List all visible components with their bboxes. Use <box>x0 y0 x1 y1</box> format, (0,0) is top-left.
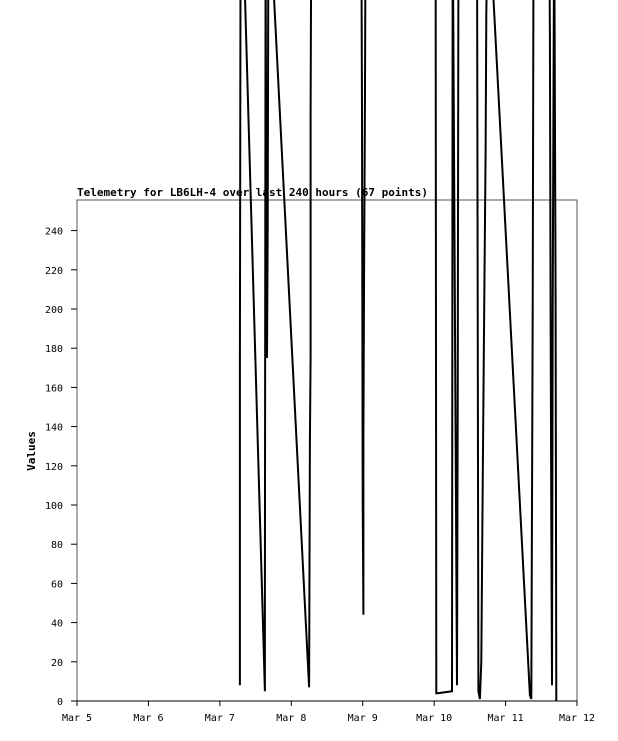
y-tick-label: 120 <box>44 461 63 473</box>
y-tick-label: 140 <box>44 422 63 434</box>
x-tick-label: Mar 12 <box>558 713 596 724</box>
x-tick-label: Mar 7 <box>204 713 235 724</box>
y-tick-label: 80 <box>50 540 63 552</box>
y-tick-label: 160 <box>44 383 63 395</box>
x-tick-label: Mar 5 <box>61 713 93 724</box>
y-tick-label: 20 <box>50 657 63 669</box>
x-tick-label: Mar 8 <box>276 713 307 724</box>
chart-title: Telemetry for LB6LH-4 over last 240 hours (67 points) <box>77 186 428 199</box>
y-tick-label: 220 <box>44 265 63 277</box>
x-tick-label: Mar 9 <box>347 713 378 724</box>
y-tick-label: 240 <box>44 226 63 238</box>
y-tick-label: 200 <box>44 305 63 316</box>
x-tick-label: Mar 10 <box>416 713 453 724</box>
y-tick-label: 0 <box>56 697 63 708</box>
x-tick-label: Mar 11 <box>487 713 524 724</box>
y-tick-label: 180 <box>44 344 63 356</box>
y-tick-label: 60 <box>50 579 63 591</box>
x-tick-label: Mar 6 <box>133 713 164 724</box>
y-axis-label: Values <box>25 431 38 471</box>
y-tick-label: 100 <box>44 501 63 512</box>
y-tick-label: 40 <box>50 618 63 630</box>
